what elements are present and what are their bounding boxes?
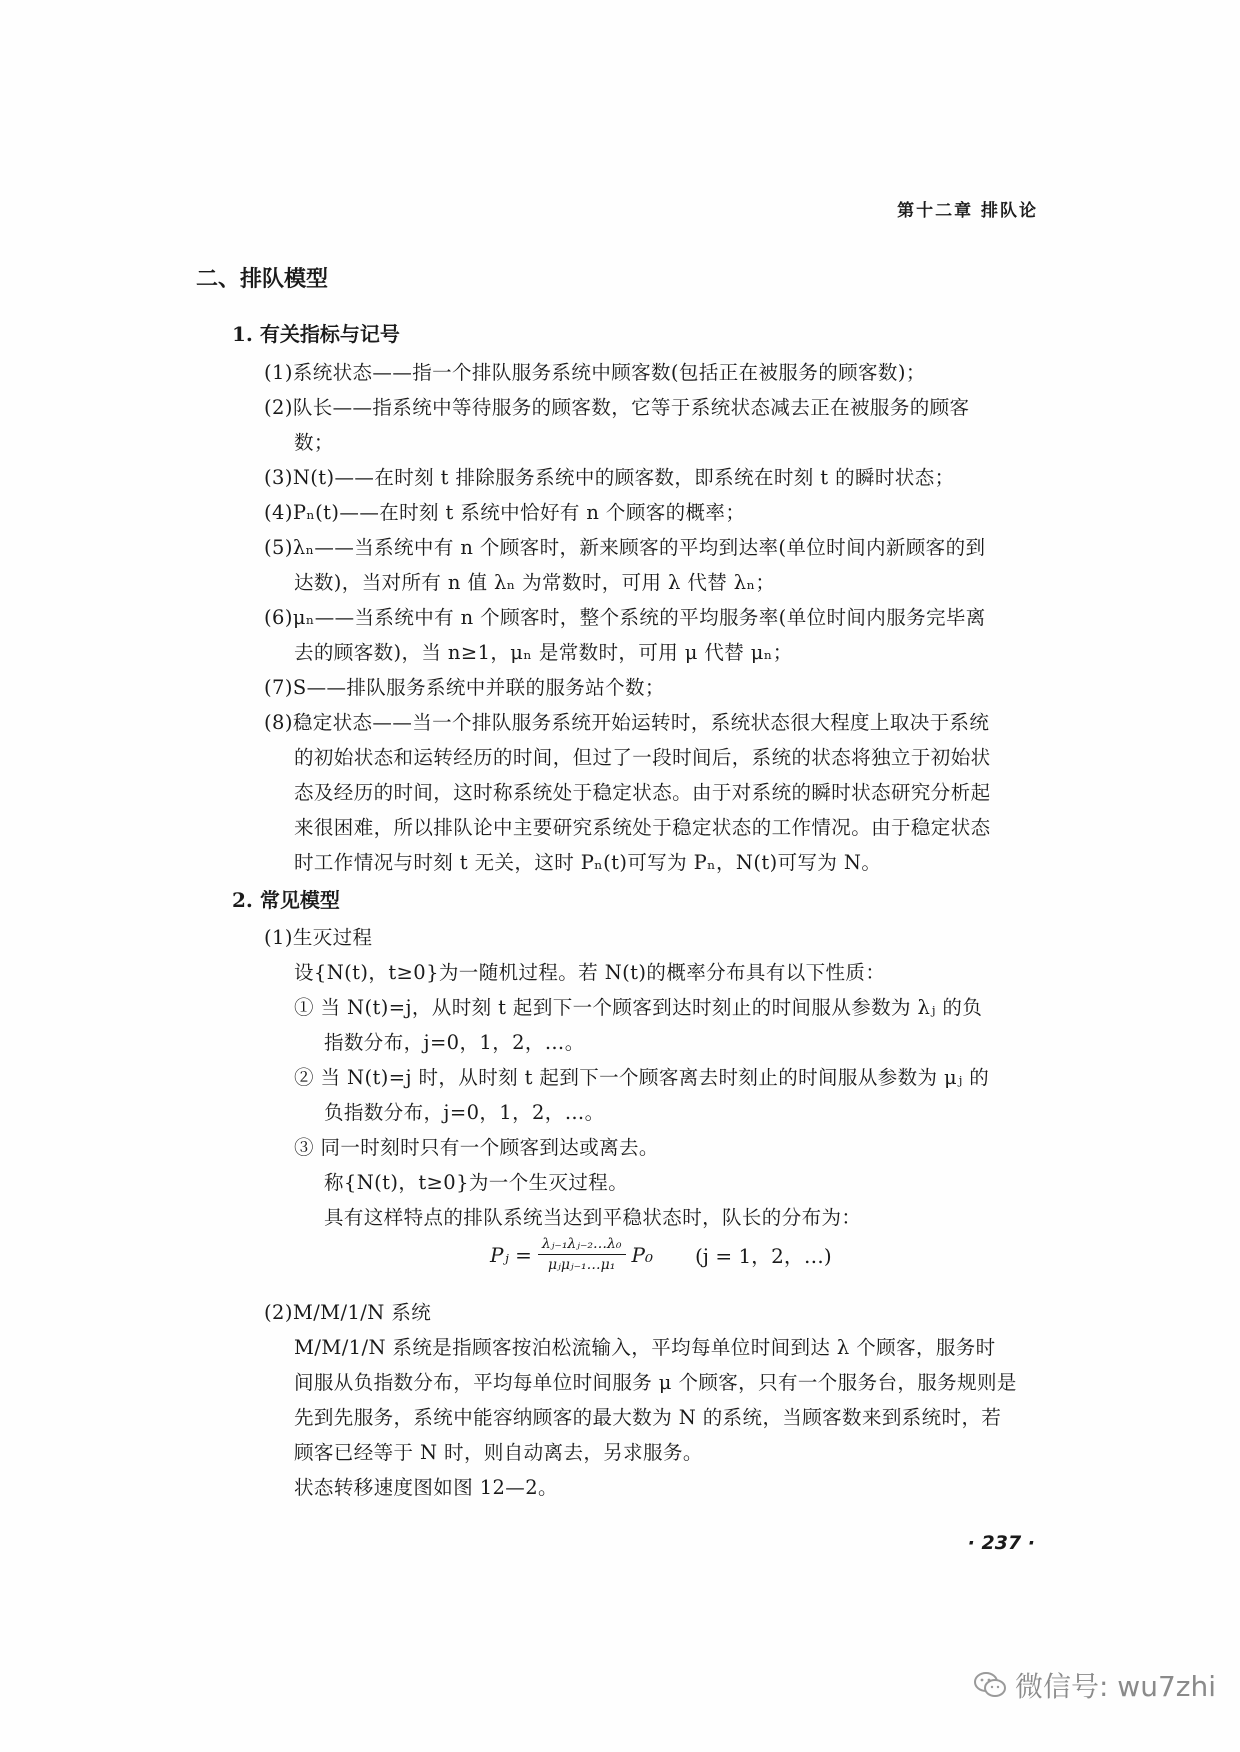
- text-line: ② 当 N(t)=j 时，从时刻 t 起到下一个顾客离去时刻止的时间服从参数为 μⱼ 的: [294, 1066, 990, 1089]
- formula-denominator: μⱼμⱼ₋₁…μ₁: [548, 1257, 616, 1273]
- text-line: (4)Pₙ(t)——在时刻 t 系统中恰好有 n 个顾客的概率；: [264, 501, 746, 524]
- formula-numerator: λⱼ₋₁λⱼ₋₂…λ₀: [538, 1236, 626, 1255]
- text-line: (7)S——排队服务系统中并联的服务站个数；: [264, 676, 665, 699]
- text-line: (2)M/M/1/N 系统: [264, 1301, 432, 1324]
- text-line: 具有这样特点的排队系统当达到平稳状态时，队长的分布为：: [324, 1206, 862, 1229]
- text-line: (1)生灭过程: [264, 926, 373, 949]
- section-title: 二、排队模型: [196, 266, 329, 292]
- page-number: · 237 ·: [967, 1532, 1035, 1554]
- text-line: 时工作情况与时刻 t 无关，这时 Pₙ(t)可写为 Pₙ，N(t)可写为 N。: [294, 851, 882, 874]
- text-line: 负指数分布，j=0，1，2，…。: [324, 1101, 605, 1124]
- text-line: 设{N(t)，t≥0}为一随机过程。若 N(t)的概率分布具有以下性质：: [294, 961, 886, 984]
- text-line: 指数分布，j=0，1，2，…。: [324, 1031, 585, 1054]
- text-line: 顾客已经等于 N 时，则自动离去，另求服务。: [294, 1441, 703, 1464]
- text-line: 状态转移速度图如图 12—2。: [294, 1476, 558, 1499]
- text-line: (5)λₙ——当系统中有 n 个顾客时，新来顾客的平均到达率(单位时间内新顾客的到: [264, 536, 986, 559]
- text-line: 称{N(t)，t≥0}为一个生灭过程。: [324, 1171, 629, 1194]
- text-line: 数；: [294, 431, 334, 454]
- formula-p0: P₀: [631, 1242, 653, 1267]
- formula-condition: (j = 1，2，…): [694, 1244, 832, 1268]
- text-line: 来很困难，所以排队论中主要研究系统处于稳定状态的工作情况。由于稳定状态: [294, 816, 991, 839]
- text-line: 间服从负指数分布，平均每单位时间服务 μ 个顾客，只有一个服务台，服务规则是: [294, 1371, 1017, 1394]
- text-line: 先到先服务，系统中能容纳顾客的最大数为 N 的系统，当顾客数来到系统时，若: [294, 1406, 1002, 1429]
- running-header: 第十二章 排队论: [897, 201, 1038, 221]
- text-line: 的初始状态和运转经历的时间，但过了一段时间后，系统的状态将独立于初始状: [294, 746, 991, 769]
- subsection-title-models: 2. 常见模型: [232, 888, 340, 912]
- text-line: 态及经历的时间，这时称系统处于稳定状态。由于对系统的瞬时状态研究分析起: [294, 781, 991, 804]
- wechat-icon: [973, 1671, 1007, 1699]
- text-line: (6)μₙ——当系统中有 n 个顾客时，整个系统的平均服务率(单位时间内服务完毕离: [264, 606, 986, 629]
- text-line: ① 当 N(t)=j，从时刻 t 起到下一个顾客到达时刻止的时间服从参数为 λⱼ 的负: [294, 996, 983, 1019]
- text-line: 去的顾客数)，当 n≥1，μₙ 是常数时，可用 μ 代替 μₙ；: [294, 641, 793, 664]
- birth-death-formula: [490, 1236, 832, 1273]
- wechat-watermark: [973, 1665, 1216, 1705]
- text-line: 达数)，当对所有 n 值 λₙ 为常数时，可用 λ 代替 λₙ；: [294, 571, 776, 594]
- text-line: (1)系统状态——指一个排队服务系统中顾客数(包括正在被服务的顾客数)；: [264, 361, 926, 384]
- watermark-text: 微信号: wu7zhi: [1014, 1670, 1216, 1703]
- text-line: M/M/1/N 系统是指顾客按泊松流输入，平均每单位时间到达 λ 个顾客，服务时: [294, 1336, 996, 1359]
- subsection-title-indicators: 1. 有关指标与记号: [232, 322, 400, 346]
- text-line: (3)N(t)——在时刻 t 排除服务系统中的顾客数，即系统在时刻 t 的瞬时状态；: [264, 466, 955, 489]
- formula-lhs: Pⱼ =: [490, 1242, 532, 1267]
- formula-fraction: [538, 1236, 626, 1273]
- text-line: (2)队长——指系统中等待服务的顾客数，它等于系统状态减去正在被服务的顾客: [264, 396, 970, 419]
- text-line: ③ 同一时刻时只有一个顾客到达或离去。: [294, 1136, 659, 1159]
- text-line: (8)稳定状态——当一个排队服务系统开始运转时，系统状态很大程度上取决于系统: [264, 711, 990, 734]
